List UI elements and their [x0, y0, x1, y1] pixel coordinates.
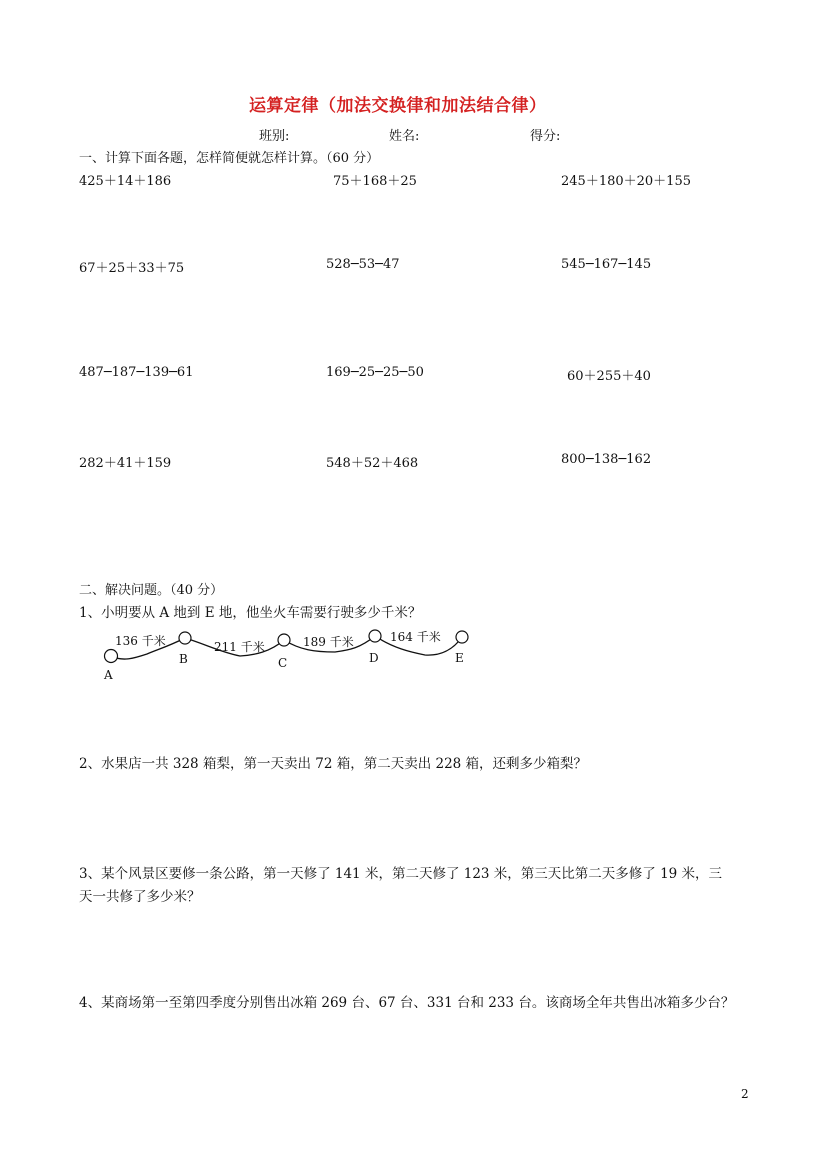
point-d-label: D: [369, 651, 379, 665]
problem-1: 425＋14＋186: [79, 174, 172, 189]
distance-bc: 211 千米: [214, 640, 265, 654]
question-2: 2、水果店一共 328 箱梨，第一天卖出 72 箱，第二天卖出 228 箱，还剩多少箱梨？: [79, 756, 588, 772]
problem-2: 75＋168＋25: [333, 174, 417, 189]
problem-8: 169─25─25─50: [326, 365, 424, 380]
page-title: 运算定律（加法交换律和加法结合律）: [249, 96, 547, 116]
problem-3: 245＋180＋20＋155: [561, 174, 691, 189]
page-number: 2: [741, 1087, 749, 1101]
section2-heading: 二、解决问题。（40 分）: [79, 583, 224, 598]
point-b-label: B: [179, 652, 188, 666]
problem-6: 545─167─145: [561, 257, 652, 272]
point-a-label: A: [104, 668, 113, 682]
question-3-line1: 3、某个风景区要修一条公路，第一天修了 141 米，第二天修了 123 米，第三天比第二天多修了 19 米，三: [79, 866, 723, 882]
distance-de: 164 千米: [390, 630, 441, 644]
question-1: 1、小明要从 A 地到 E 地，他坐火车需要行驶多少千米？: [79, 605, 422, 621]
name-label: 姓名:: [389, 129, 420, 144]
score-label: 得分:: [530, 129, 561, 144]
question-3-line2: 天一共修了多少米？: [79, 889, 201, 905]
problem-7: 487─187─139─61: [79, 365, 194, 380]
class-label: 班别:: [259, 129, 290, 144]
distance-ab: 136 千米: [115, 634, 166, 648]
problem-5: 528─53─47: [326, 257, 400, 272]
problem-11: 548＋52＋468: [326, 456, 419, 471]
point-e-label: E: [455, 651, 464, 665]
distance-cd: 189 千米: [303, 635, 354, 649]
problem-4: 67＋25＋33＋75: [79, 261, 185, 276]
problem-9: 60＋255＋40: [567, 369, 651, 384]
point-c-label: C: [278, 656, 288, 670]
section1-heading: 一、计算下面各题，怎样简便就怎样计算。（60 分）: [79, 151, 380, 166]
problem-10: 282＋41＋159: [79, 456, 172, 471]
problem-12: 800─138─162: [561, 452, 652, 467]
question-4: 4、某商场第一至第四季度分别售出冰箱 269 台、67 台、331 台和 233 台。该商场全年共售出冰箱多少台？: [79, 995, 735, 1011]
